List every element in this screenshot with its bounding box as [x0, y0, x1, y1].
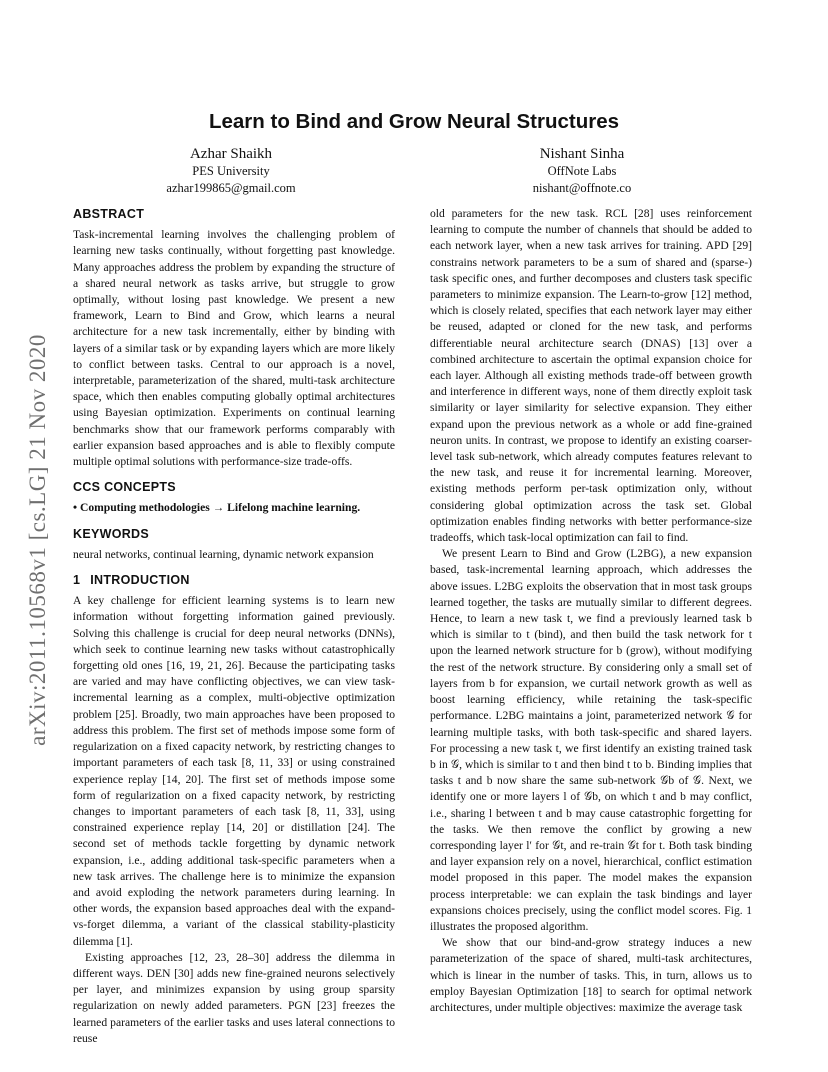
- intro-paragraph-2: Existing approaches [12, 23, 28–30] address the dilemma in different ways. DEN [30] adds new fine-grained neurons selectively per layer, and minimizes expansion by using group sparsity regularization on newly added parameters. PGN [23] freezes the learned parameters of the earlier tasks and uses lateral connections to reuse: [73, 950, 395, 1045]
- author-email: azhar199865@gmail.com: [166, 181, 296, 195]
- author-name: Nishant Sinha: [539, 146, 625, 162]
- abstract-text: Task-incremental learning involves the challenging problem of learning new tasks continually, without forgetting past knowledge. Many approaches address the problem by expanding the structure of a shared neural network as tasks arrive, but struggle to grow optimally, without losing past knowledge. We present a new framework, Learn to Bind and Grow, which learns a neural architecture for a new task incrementally, either by binding with layers of a similar task or by expanding layers which are more likely to conflict between tasks. Central to our approach is a novel, interpretable, parameterization of the shared, multi-task architecture space, which then enables computing globally optimal architectures using Bayesian optimization. Experiments on continual learning benchmarks show that our framework performs comparably with earlier expansion based approaches and is able to flexibly compute multiple optimal solutions with performance-size trade-offs.: [73, 228, 395, 469]
- section-title: INTRODUCTION: [90, 573, 190, 588]
- intro-paragraph-1: A key challenge for efficient learning systems is to learn new information without forgetting information gained previously. Solving this challenge is crucial for deep neural networks (DNNs), which seek to continue learning new tasks without catastrophically forgetting old ones [16, 19, 21, 26]. Because the participating tasks are varied and may have conflicting objectives, we can view task-incremental learning as a complex, multi-objective optimization problem [25]. Broadly, two main approaches have been proposed to address this problem. The first set of methods impose some form of regularization on a fixed capacity network, by restricting changes to important parameters of each task [8, 11, 33] or using constrained experience replay [14, 20]. The first set of methods impose some form of regularization on a fixed capacity network, by restricting changes to important parameters of each task [8, 11, 33], using constrained experience replay [14, 20] or distillation [24]. The second set of methods tackle forgetting by dynamic network expansion, i.e., adding additional task-specific parameters when a new task arrives. The challenge here is to minimize the expansion and avoid exploding the network parameters during learning. In other words, the expansion based approaches deal with the expand-vs-forget dilemma, a variant of the classical stability-plasticity dilemma [1].: [73, 594, 395, 948]
- author-name: Azhar Shaikh: [189, 146, 273, 162]
- author-block-2: [452, 146, 712, 197]
- intro-paragraph-2-continued: old parameters for the new task. RCL [28] uses reinforcement learning to compute the number of channels that should be added to each network layer, when a new task arrives for training. APD [29] constrains network parameters to be a sum of shared and (sparse-) task specific ones, and further decomposes and clusters task specific parameters to minimize expansion. The Learn-to-grow [12] method, which is closely related, specifies that each network layer may either be reused, adapted or cloned for the new task, and performs differentiable neural architecture search (DNAS) [13] over a combined architecture to ascertain the optimal expansion choice for each layer. Although all existing methods trade-off between growth and interference in different ways, none of them directly exploit task similarity or layer similarity for selective expansion. They either expand upon the previous network as a whole or add fine-grained neuron units. In contrast, we propose to identify an existing coarser-level task sub-network, which already computes features relevant to the new task, and reuse it for incremental learning. Moreover, existing methods perform per-task optimization only, without considering global optimization across the task set. Global optimization enables finding networks with better performance-size tradeoffs, which task-local optimization can fail to find.: [430, 207, 752, 545]
- intro-paragraph-4: We show that our bind-and-grow strategy induces a new parameterization of the space of shared, multi-task architectures, which is linear in the number of tasks. This, in turn, allows us to employ Bayesian Optimization [18] to search for optimal network architectures, under multiple objectives: maximize the average task: [430, 936, 752, 1014]
- ccs-text: • Computing methodologies → Lifelong machine learning.: [73, 501, 361, 515]
- author-affiliation: PES University: [192, 164, 270, 178]
- paper-title: Learn to Bind and Grow Neural Structures: [208, 110, 620, 133]
- left-column: [73, 206, 395, 1047]
- ccs-heading: CCS CONCEPTS: [73, 480, 176, 495]
- section-number: 1: [73, 573, 81, 588]
- intro-paragraph-3: We present Learn to Bind and Grow (L2BG), a new expansion based, task-incremental learning approach, which addresses the above issues. L2BG exploits the observation that in most task groups learned together, the tasks are mutually similar to different degrees. Hence, to learn a new task t, we find a previously learned task b which is similar to t (bind), and then build the task network for t upon the learned network structure for b (grow), without modifying the rest of the network structure. By considering only a small set of layers from b for expansion, we curtail network growth as well as boost learning efficiency, while retaining the task-specific performance. L2BG maintains a joint, parameterized network 𝒢 for learning multiple tasks, with both task-specific and shared layers. For processing a new task t, we first identify an existing trained task b in 𝒢, which is similar to t and then bind t to b. Binding implies that tasks t and b now share the same sub-network 𝒢b of 𝒢. Next, we identify one or more layers l of 𝒢b, on which t and b may conflict, i.e., sharing l between t and b may cause catastrophic forgetting for the tasks. We then remove the conflict by growing a new corresponding layer l′ for 𝒢t, and re-train 𝒢t for t. Both task binding and layer expansion rely on a novel, hierarchical, conflict estimation model proposed in this paper. The model makes the expansion process interpretable: we can explain the task bindings and layer expansions choices precisely, using the conflict model scores. Fig. 1 illustrates the proposed algorithm.: [430, 547, 752, 933]
- right-column: [430, 206, 752, 1016]
- keywords-heading: KEYWORDS: [73, 526, 150, 541]
- keywords-text: neural networks, continual learning, dynamic network expansion: [73, 547, 374, 561]
- arxiv-identifier-text: arXiv:2011.10568v1 [cs.LG] 21 Nov 2020: [25, 334, 50, 746]
- intro-heading: [73, 572, 395, 588]
- arxiv-identifier: [18, 300, 58, 780]
- author-block-1: [101, 146, 361, 197]
- author-email: nishant@offnote.co: [532, 181, 632, 195]
- abstract-heading: ABSTRACT: [73, 207, 145, 221]
- author-affiliation: OffNote Labs: [547, 164, 617, 178]
